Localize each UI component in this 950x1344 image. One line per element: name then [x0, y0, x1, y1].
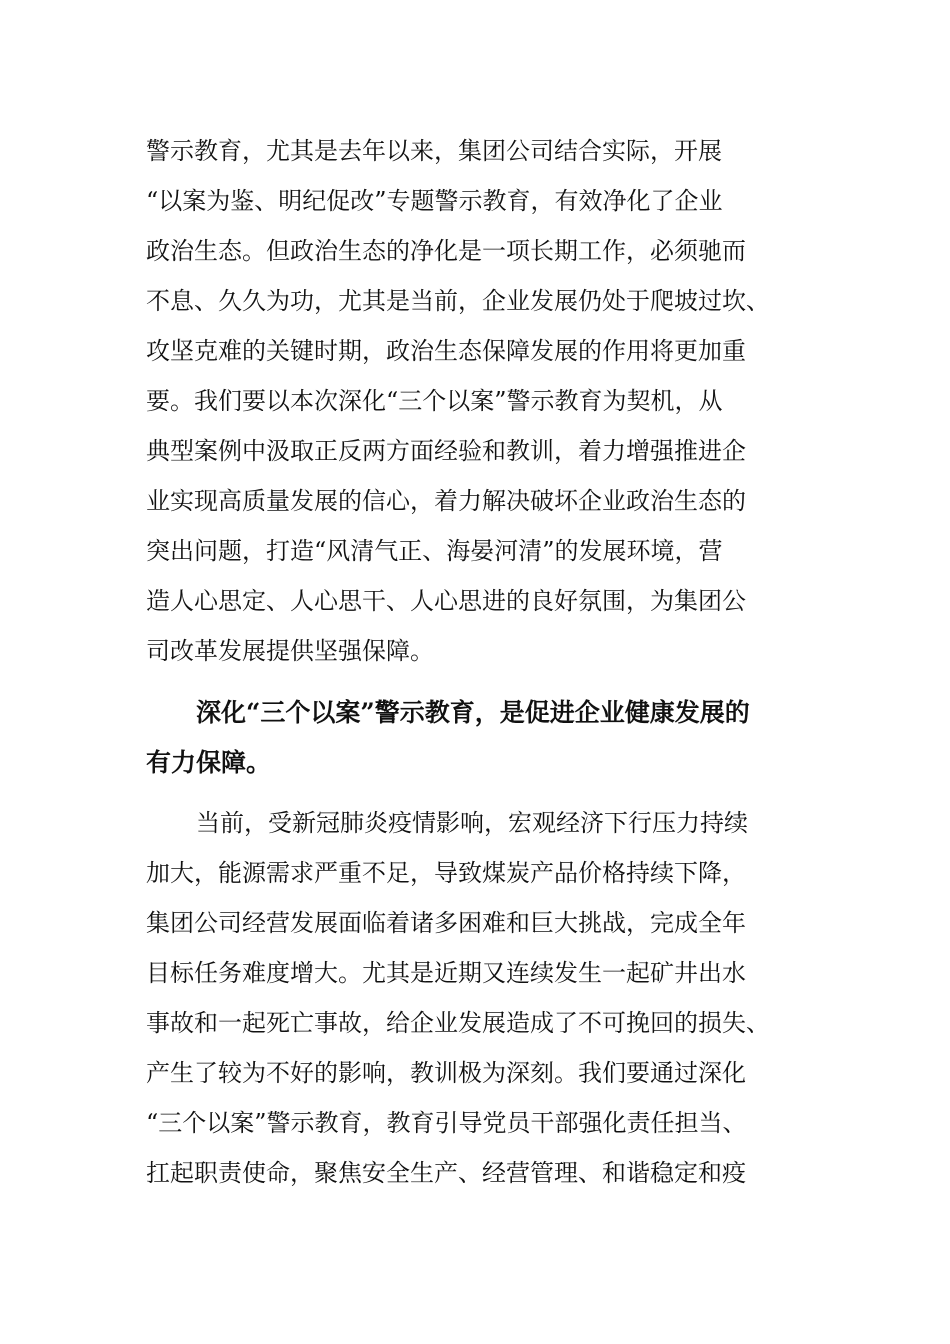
text-line: 集团公司经营发展面临着诸多困难和巨大挑战，完成全年	[146, 909, 746, 937]
text-line: “三个以案”警示教育，教育引导党员干部强化责任担当、	[146, 1109, 747, 1137]
paragraph-current-situation	[146, 798, 826, 1198]
text-line: 突出问题，打造“风清气正、海晏河清”的发展环境，营	[146, 537, 723, 565]
text-line: 警示教育，尤其是去年以来，集团公司结合实际，开展	[146, 137, 722, 165]
text-line: 造人心思定、人心思干、人心思进的良好氛围，为集团公	[146, 587, 746, 615]
text-line: 当前，受新冠肺炎疫情影响，宏观经济下行压力持续	[196, 809, 748, 837]
text-line: 不息、久久为功，尤其是当前，企业发展仍处于爬坡过坎、	[146, 287, 770, 315]
text-line: 加大，能源需求严重不足，导致煤炭产品价格持续下降，	[146, 859, 746, 887]
paragraph-warning-education	[146, 126, 826, 676]
text-line: 事故和一起死亡事故，给企业发展造成了不可挽回的损失、	[146, 1009, 770, 1037]
text-line: 产生了较为不好的影响，教训极为深刻。我们要通过深化	[146, 1059, 746, 1087]
heading-line: 有力保障。	[146, 748, 272, 777]
text-line: 目标任务难度增大。尤其是近期又连续发生一起矿井出水	[146, 959, 746, 987]
text-line: 典型案例中汲取正反两方面经验和教训，着力增强推进企	[146, 437, 746, 465]
text-line: 要。我们要以本次深化“三个以案”警示教育为契机，从	[146, 387, 723, 415]
text-line: 政治生态。但政治生态的净化是一项长期工作，必须驰而	[146, 237, 746, 265]
text-line: 业实现高质量发展的信心，着力解决破坏企业政治生态的	[146, 487, 746, 515]
section-heading	[146, 688, 826, 788]
heading-line: 深化“三个以案”警示教育，是促进企业健康发展的	[196, 698, 750, 727]
text-line: 司改革发展提供坚强保障。	[146, 637, 434, 665]
text-line: “以案为鉴、明纪促改”专题警示教育，有效净化了企业	[146, 187, 723, 215]
text-line: 攻坚克难的关键时期，政治生态保障发展的作用将更加重	[146, 337, 746, 365]
text-line: 扛起职责使命，聚焦安全生产、经营管理、和谐稳定和疫	[146, 1159, 746, 1187]
